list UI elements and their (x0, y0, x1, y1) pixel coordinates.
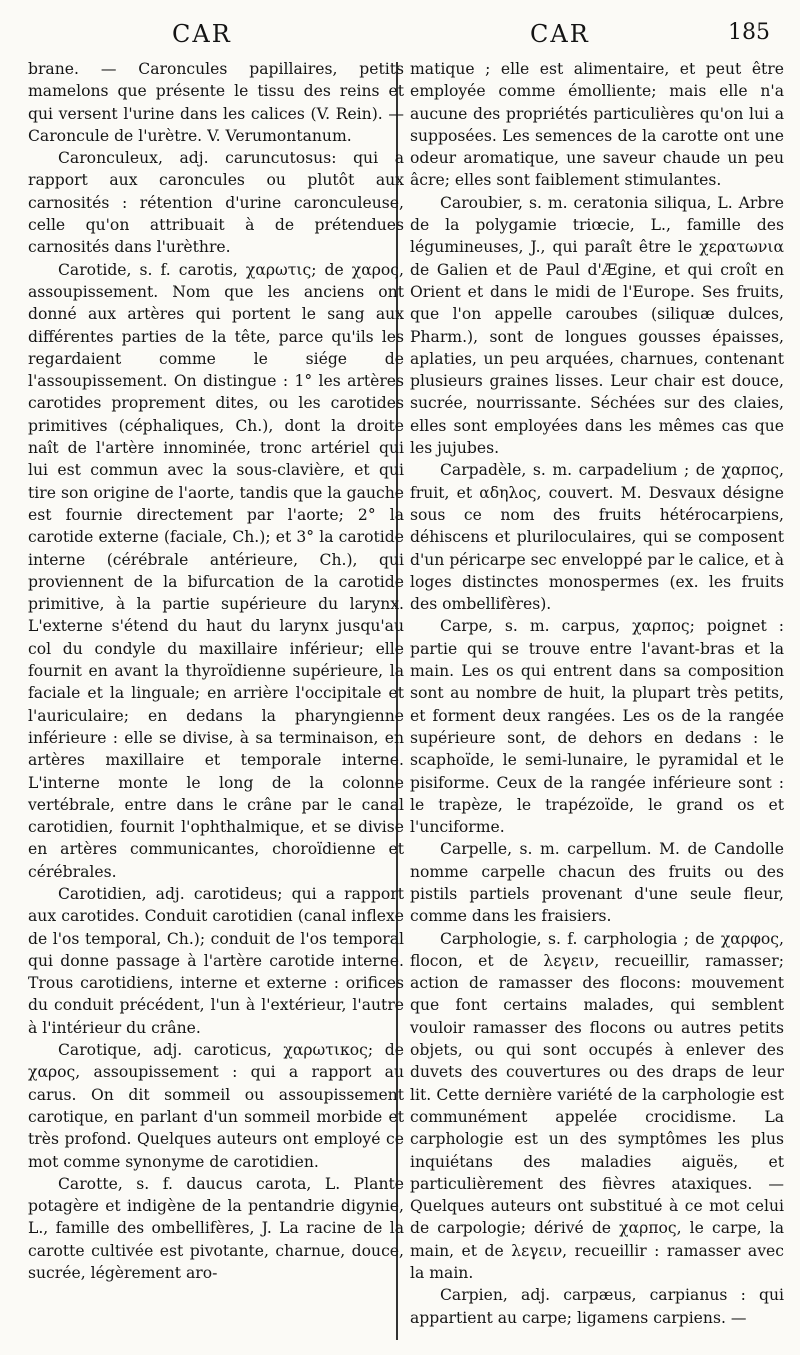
entry-paragraph: brane. — Caroncules papillaires, petits mamelons que présente le tissu des reins et qui versent l'urine dans les calices (V. Rein). — Caroncule de l'urètre. V. Verumontanum. (28, 60, 404, 145)
entry-paragraph: Carpien, adj. carpæus, carpianus : qui appartient au carpe; ligamens carpiens. — (410, 1286, 784, 1327)
entry-paragraph: Carpelle, s. m. carpellum. M. de Candolle nomme carpelle chacun des fruits ou des pistils partiels provenant d'une seule fleur, comme dans les fraisiers. (410, 840, 784, 926)
entry-paragraph: Carphologie, s. f. carphologia ; de χαρφος, flocon, et de λεγειν, recueillir, ramasser; action de ramasser des flocons: mouvement que font certains malades, qui semblent vouloir ramasser des flocons ou autres petits objets, ou qui sont occupés à enlever des duvets des couvertures ou des draps de leur lit. Cette dernière variété de la carphologie est communément appelée crocidisme. La carphologie est un des symptômes les plus inquiétans des maladies aiguës, et particulièrement des fièvres ataxiques. — Quelques auteurs ont substitué à ce mot celui de carpologie; dérivé de χαρπος, le carpe, la main, et de λεγειν, recueillir : ramasser avec la main. (410, 929, 784, 1283)
entry-paragraph: Carpadèle, s. m. carpadelium ; de χαρπος, fruit, et αδηλος, couvert. M. Desvaux désigne sous ce nom des fruits hétérocarpiens, déhiscens et pluriloculaires, qui se composent d'un péricarpe sec enveloppé par le calice, et à loges distinctes monospermes (ex. les fruits des ombellifères). (410, 461, 784, 614)
entry-paragraph: Carotide, s. f. carotis, χαρωτις; de χαρος, assoupissement. Nom que les anciens ont donné aux artères qui portent le sang aux différentes parties de la tête, parce qu'ils les regardaient comme le siége de l'assoupissement. On distingue : 1° les artères carotides proprement dites, ou les carotides primitives (céphaliques, Ch.), dont la droite naît de l'artère innominée, tronc artériel qui lui est commun avec la sous-clavière, et qui tire son origine de l'aorte, tandis que la gauche est fournie directement par l'aorte; 2° la carotide externe (faciale, Ch.); et 3° la carotide interne (cérébrale antérieure, Ch.), qui proviennent de la bifurcation de la carotide primitive, à la partie supérieure du larynx. L'externe s'étend du haut du larynx jusqu'au col du condyle du maxillaire inférieur; elle fournit en avant la thyroïdienne supérieure, la faciale et la linguale; en arrière l'occipitale et l'auriculaire; en dedans la pharyngienne inférieure : elle se divise, à sa terminaison, en artères maxillaire et temporale interne. L'interne monte le long de la colonne vertébrale, entre dans le crâne par le canal carotidien, fournit l'ophthalmique, et se divise en artères communicantes, choroïdienne et cérébrales. (28, 260, 404, 881)
entry-paragraph: Carotte, s. f. daucus carota, L. Plante potagère et indigène de la pentandrie digynie, L., famille des ombellifères, J. La racine de la carotte cultivée est pivotante, charnue, douce, sucrée, légèrement aro- (28, 1174, 404, 1283)
entry-paragraph: Carpe, s. m. carpus, χαρπος; poignet : partie qui se trouve entre l'avant-bras et la main. Les os qui entrent dans sa composition sont au nombre de huit, la plupart très petits, et forment deux rangées. Les os de la rangée supérieure sont, de dehors en dedans : le scaphoïde, le semi-lunaire, le pyramidal et le pisiforme. Ceux de la rangée inférieure sont : le trapèze, le trapézoïde, le grand os et l'unciforme. (410, 617, 784, 837)
running-header (0, 14, 800, 54)
entry-paragraph: Caronculeux, adj. caruncutosus: qui a rapport aux caroncules ou plutôt aux carnosités : rétention d'urine caronculeuse, celle qu'on attribuait à de prétendues carnosités dans l'urèthre. (28, 149, 404, 257)
entry-paragraph: Carotidien, adj. carotideus; qui a rapport aux carotides. Conduit carotidien (canal inflexe de l'os temporal, Ch.); conduit de l'os temporal qui donne passage à l'artère carotide interne. Trous carotidiens, interne et externe : orifices du conduit précédent, l'un à l'extérieur, l'autre à l'intérieur du crâne. (28, 884, 404, 1037)
entry-paragraph: matique ; elle est alimentaire, et peut être employée comme émolliente; mais elle n'a aucune des propriétés particulières qu'on lui a supposées. Les semences de la carotte ont une odeur aromatique, une saveur chaude un peu âcre; elles sont faiblement stimulantes. (410, 60, 784, 190)
entry-paragraph: Carotique, adj. caroticus, χαρωτικος; de χαρος, assoupissement : qui a rapport au carus. On dit sommeil ou assoupissement carotique, en parlant d'un sommeil morbide et très profond. Quelques auteurs ont employé ce mot comme synonyme de carotidien. (28, 1041, 404, 1171)
left-column (28, 58, 404, 1284)
page-number: 185 (728, 20, 770, 45)
header-right-title: CAR (530, 20, 590, 48)
right-column (410, 58, 784, 1329)
entry-paragraph: Caroubier, s. m. ceratonia siliqua, L. Arbre de la polygamie triœcie, L., famille des légumineuses, J., qui paraît être le χερατωνια de Galien et de Paul d'Ægine, et qui croît en Orient et dans le midi de l'Europe. Ses fruits, que l'on appelle caroubes (siliquæ dulces, Pharm.), sont de longues gousses épaisses, aplaties, un peu arquées, charnues, contenant plusieurs graines lisses. Leur chair est douce, sucrée, nourrissante. Séchées sur des claies, elles sont employées dans les mêmes cas que les jujubes. (410, 193, 784, 458)
header-left-title: CAR (172, 20, 232, 48)
